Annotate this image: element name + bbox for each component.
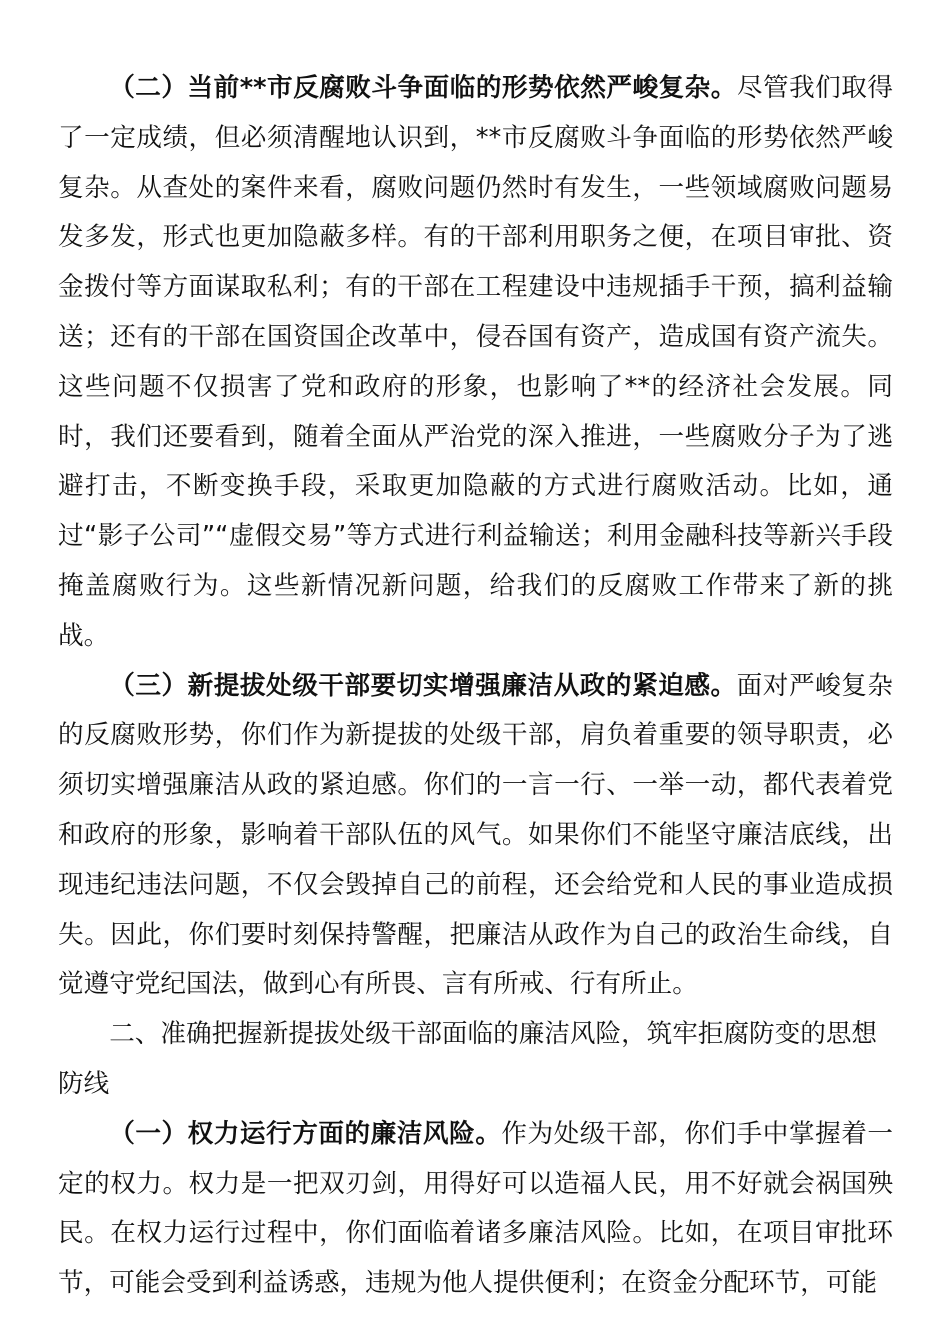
- paragraph-body: 面对严峻复杂的反腐败形势，你们作为新提拔的处级干部，肩负着重要的领导职责，必须切实增强廉洁从政的紧迫感。你们的一言一行、一举一动，都代表着党和政府的形象，影响着干部队伍的风气。如果你们不能坚守廉洁底线，出现违纪违法问题，不仅会毁掉自己的前程，还会给党和人民的事业造成损失。因此，你们要时刻保持警醒，把廉洁从政作为自己的政治生命线，自觉遵守党纪国法，做到心有所畏、言有所戒、行有所止。: [58, 670, 893, 1000]
- paragraph-heading: （三）新提拔处级干部要切实增强廉洁从政的紧迫感。: [109, 670, 737, 701]
- paragraph-heading: （二）当前**市反腐败斗争面临的形势依然严峻复杂。: [109, 73, 737, 103]
- paragraph-body: 尽管我们取得了一定成绩，但必须清醒地认识到，**市反腐败斗争面临的形势依然严峻复杂。从查处的案件来看，腐败问题仍然时有发生，一些领域腐败问题易发多发，形式也更加隐蔽多样。有的干部利用职务之便，在项目审批、资金拨付等方面谋取私利；有的干部在工程建设中违规插手干预，搞利益输送；还有的干部在国资国企改革中，侵吞国有资产，造成国有资产流失。这些问题不仅损害了党和政府的形象，也影响了**的经济社会发展。同时，我们还要看到，随着全面从严治党的深入推进，一些腐败分子为了逃避打击，不断变换手段，采取更加隐蔽的方式进行腐败活动。比如，通过“影子公司”“虚假交易”等方式进行利益输送；利用金融科技等新兴手段掩盖腐败行为。这些新情况新问题，给我们的反腐败工作带来了新的挑战。: [58, 73, 893, 651]
- document-page: [58, 64, 893, 1309]
- paragraph-urgency: [58, 662, 893, 1011]
- paragraph-power-risk: [58, 1110, 893, 1309]
- paragraph-body: 作为处级干部，你们手中掌握着一定的权力。权力是一把双刃剑，用得好可以造福人民，用不好就会祸国殃民。在权力运行过程中，你们面临着诸多廉洁风险。比如，在项目审批环节，可能会受到利益诱惑，违规为他人提供便利；在资金分配环节，可能: [58, 1118, 893, 1299]
- section-title: 二、准确把握新提拔处级干部面临的廉洁风险，筑牢拒腐防变的思想防线: [58, 1019, 878, 1099]
- paragraph-heading: （一）权力运行方面的廉洁风险。: [109, 1118, 502, 1149]
- paragraph-situation: [58, 64, 893, 662]
